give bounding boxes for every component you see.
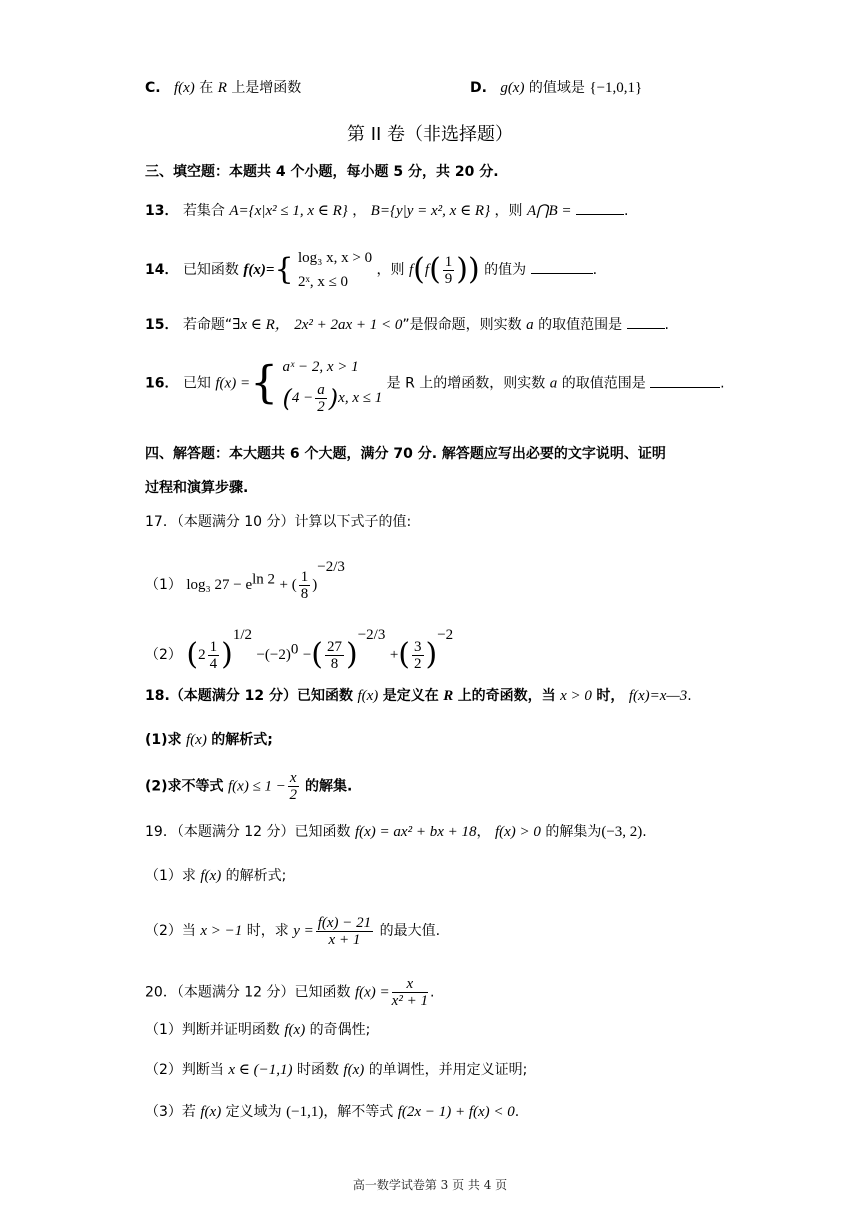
section4-heading: 四、解答题：本大题共 6 个大题，满分 70 分. 解答题应写出必要的文字说明、证明 [145,446,666,462]
fraction [315,382,327,415]
text: . [664,317,669,333]
numerator: 27 [327,638,342,655]
text: 18.（本题满分 12 分）已知函数 [145,688,354,704]
case: 2ˣ, x ≤ 0 [297,274,349,290]
math: (−1,1) [286,1104,324,1120]
math: f(x)=x—3 [628,688,688,704]
section-title: 第 II 卷（非选择题） [346,124,514,145]
text: ，则 [376,262,405,278]
text: 的解析式; [225,868,287,884]
denominator: x² + 1 [391,993,428,1009]
text: (2)求不等式 [145,778,224,795]
paren: ) [425,637,438,672]
text: 时，求 [246,923,289,939]
math: f(x)= [243,262,275,278]
part-label: （1） [145,577,182,593]
math: R [217,80,227,96]
denominator: 9 [444,270,453,287]
math: − [302,647,312,663]
numerator: x [289,770,297,786]
exponent: −2/3 [357,627,386,643]
math: f(x) ≤ 1 − [228,778,286,795]
option-d [470,78,642,98]
q18-part-1 [145,730,273,750]
cases [283,352,383,415]
text: 上的奇函数，当 [457,688,556,704]
math: f(x) [173,80,195,96]
text: 时， [596,688,625,704]
denominator: 2 [289,787,297,803]
text: 的奇偶性; [309,1022,371,1038]
text: (1)求 [145,732,182,748]
math: A={x|x² ≤ 1, x ∈ R} [229,203,348,219]
question-number: 15． [145,317,179,333]
q17-part-2 [145,620,453,672]
fraction [412,639,424,672]
question-16 [145,352,725,415]
text: 的单调性，并用定义证明; [368,1062,528,1078]
question-19 [145,822,647,842]
text: （1）求 [145,868,196,884]
text: 在 [199,80,214,96]
math: g(x) [500,80,525,96]
math: + [389,647,399,663]
math: 2x² + 2ax + 1 < 0 [294,317,403,333]
paren: ) [346,637,358,672]
numerator: 1 [444,253,453,270]
page-footer: 高一数学试卷第 3 页 共 4 页 [352,1178,508,1192]
text: 是 R 上的增函数，则实数 [386,375,546,392]
paren: )) [456,252,480,287]
q19-part-2 [145,914,440,948]
text: ， [352,203,367,219]
math: f(x) [200,1104,222,1120]
math: f(x) [186,732,207,748]
numerator: x [392,976,428,993]
numerator: f(x) − 21 [317,914,372,931]
fraction [316,915,373,948]
q17-part-1 [145,552,345,602]
math: f(x) [200,868,222,884]
math: ∃x ∈ R， [232,317,290,333]
math: f(x) = ax² + bx + 18 [354,824,477,840]
exponent: 0 [290,641,299,658]
math: f(x) [284,1022,306,1038]
text: . [514,1104,520,1120]
exponent: −2/3 [317,559,345,575]
math: ) [312,577,318,593]
section3-heading: 三、填空题：本题共 4 个小题，每小题 5 分，共 20 分. [145,164,499,180]
text: （2）判断当 [145,1062,224,1078]
denominator: 8 [300,585,309,602]
math: x ∈ (−1,1) [228,1062,293,1078]
text: 的解析式; [211,732,273,748]
case: aˣ − 2, x > 1 [282,359,359,375]
math: f(x) = [215,375,251,392]
math: x > 0 [560,688,592,704]
fraction [443,254,455,287]
answer-blank [650,373,720,388]
math: f(x) = [354,984,390,1001]
question-number: 14． [145,262,179,278]
question-13 [145,200,628,221]
text: 是定义在 [382,688,439,704]
numerator: a [317,382,325,398]
text: 的解集为 [545,824,602,840]
text: 的取值范围是 [538,317,623,333]
math: f [409,262,414,278]
text: 已知函数 [182,262,239,278]
question-18: 18.（本题满分 12 分）已知函数 f(x) 是定义在 R 上的奇函数，当 x > 0 时， f(x)=x—3. [145,688,692,704]
paren: ) [221,637,233,672]
text: . [642,824,647,840]
math: a [526,317,534,333]
math: log₃ 27 − e [186,577,253,593]
text: 的值为 [484,262,527,278]
math: 2 [198,647,206,663]
math: x > −1 [200,923,243,939]
text: 时函数 [296,1062,339,1078]
math: f(x) [357,688,379,704]
math: B={y|y = x², x ∈ R} [370,203,491,219]
math: (−3, 2) [601,824,643,840]
text: 的解集. [305,778,353,795]
denominator: 2 [414,655,422,672]
math: 4 − [291,389,314,406]
question-20 [145,976,434,1009]
text: . [429,984,435,1001]
paren: ( [282,384,292,413]
part-label: （2） [145,647,182,663]
denominator: 8 [330,655,339,672]
numerator: 3 [414,638,422,655]
option-label: C. [145,80,161,96]
math: A⋂B = [527,203,572,219]
math: y = [293,923,314,939]
q19-part-1 [145,866,286,886]
text: 上是增函数 [231,80,302,96]
exponent: 1/2 [232,627,252,643]
text: ， [476,824,491,840]
denominator: x + 1 [328,931,361,948]
denominator: 4 [209,655,218,672]
case-2 [283,382,383,415]
text: 20．（本题满分 12 分）已知函数 [145,984,351,1001]
math: f(x) [343,1062,365,1078]
question-number: 13． [145,203,179,219]
math: + ( [279,577,297,593]
answer-blank [531,259,593,274]
brace: { [250,357,279,409]
fraction [299,569,311,602]
answer-blank [627,314,665,329]
question-17: 17．（本题满分 10 分）计算以下式子的值: [145,514,412,530]
text: 定义域为 [225,1104,282,1120]
paren: ( [413,252,425,287]
text: . [720,375,725,392]
text: 若集合 [182,203,225,219]
math: −(−2) [256,647,291,663]
option-label: D. [470,80,487,96]
math: f(x) > 0 [494,824,541,840]
math: R [443,688,454,704]
q18-part-2 [145,770,352,803]
question-15 [145,314,669,335]
math: f(2x − 1) + f(x) < 0 [397,1104,515,1120]
fraction [208,639,220,672]
text: 的取值范围是 [561,375,646,392]
text: 的值域是 [528,80,585,96]
text: ，则 [494,203,523,219]
case: log₃ x, x > 0 [297,250,373,266]
text: . [623,203,629,219]
text: ”是假命题，则实数 [402,317,522,333]
fraction [325,639,344,672]
text: 的最大值. [379,923,441,939]
paren: ( [429,252,441,287]
math: a [549,375,558,392]
q20-part-1 [145,1020,370,1040]
text: . [592,262,598,278]
paren: ( [311,637,323,672]
denominator: 2 [317,399,325,415]
numerator: 1 [209,638,218,655]
text: （1）判断并证明函数 [145,1022,280,1038]
paren: ( [186,637,199,672]
fraction [288,770,299,803]
numerator: 1 [300,568,309,585]
fraction [392,976,428,1009]
text: （2）当 [145,923,196,939]
option-c [145,78,301,98]
exponent: −2 [437,627,454,643]
text: 19．（本题满分 12 分）已知函数 [145,824,351,840]
exponent: ln 2 [252,571,276,588]
paren: ) [328,384,339,413]
question-14 [145,246,597,294]
brace: { [274,252,294,287]
paren: ( [398,637,410,672]
math: x, x ≤ 1 [338,389,383,406]
q20-part-3 [145,1102,519,1122]
q20-part-2 [145,1060,527,1080]
text: 若命题“ [182,317,233,333]
math: {−1,0,1} [589,80,643,96]
text: ，解不等式 [323,1104,394,1120]
text: 已知 [182,375,211,392]
math: f [424,262,430,278]
answer-blank [576,200,624,215]
text: （3）若 [145,1104,196,1120]
question-number: 16． [145,375,179,392]
cases [298,246,372,294]
section4-heading-cont: 过程和演算步骤. [145,480,249,496]
